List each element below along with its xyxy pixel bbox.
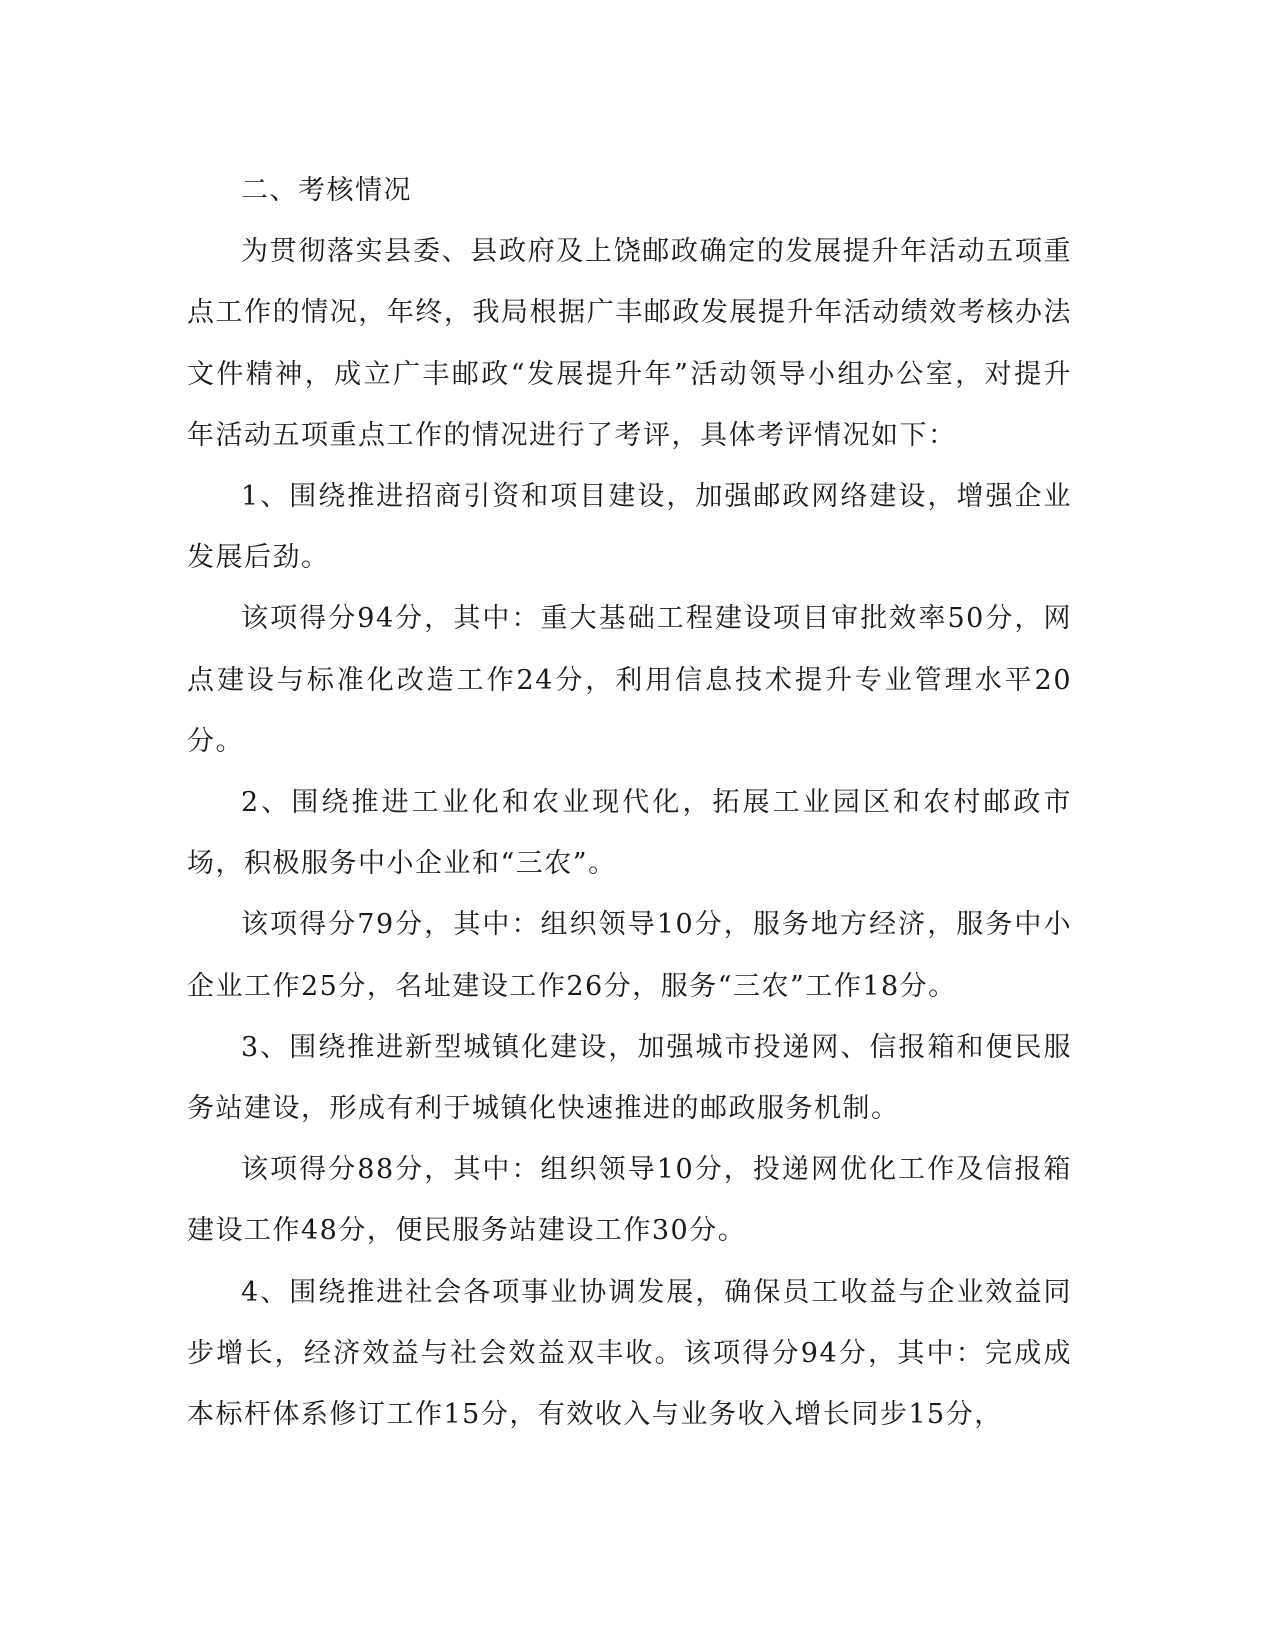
item-2-title: 2、围绕推进工业化和农业现代化，拓展工业园区和农村邮政市场，积极服务中小企业和“三农”。: [187, 787, 1072, 880]
intro-paragraph: 为贯彻落实县委、县政府及上饶邮政确定的发展提升年活动五项重点工作的情况，年终，我局根据广丰邮政发展提升年活动绩效考核办法文件精神，成立广丰邮政“发展提升年”活动领导小组办公室，对提升年活动五项重点工作的情况进行了考评，具体考评情况如下：: [187, 236, 1072, 451]
item-1-title: 1、围绕推进招商引资和项目建设，加强邮政网络建设，增强企业发展后劲。: [187, 481, 1072, 574]
item-3-title: 3、围绕推进新型城镇化建设，加强城市投递网、信报箱和便民服务站建设，形成有利于城镇化快速推进的邮政服务机制。: [187, 1031, 1072, 1125]
document-body: [187, 160, 1072, 1445]
section-heading: 二、考核情况: [241, 175, 412, 206]
item-1-score: 该项得分94分，其中：重大基础工程建设项目审批效率50分，网点建设与标准化改造工作24分，利用信息技术提升专业管理水平20分。: [187, 603, 1072, 757]
item-2-score: 该项得分79分，其中：组织领导10分，服务地方经济，服务中小企业工作25分，名址建设工作26分，服务“三农”工作18分。: [187, 909, 1072, 1002]
item-4-paragraph: 4、围绕推进社会各项事业协调发展，确保员工收益与企业效益同步增长，经济效益与社会效益双丰收。该项得分94分，其中：完成成本标杆体系修订工作15分，有效收入与业务收入增长同步15分，: [187, 1276, 1072, 1431]
item-3-score: 该项得分88分，其中：组织领导10分，投递网优化工作及信报箱建设工作48分，便民服务站建设工作30分。: [187, 1154, 1072, 1247]
